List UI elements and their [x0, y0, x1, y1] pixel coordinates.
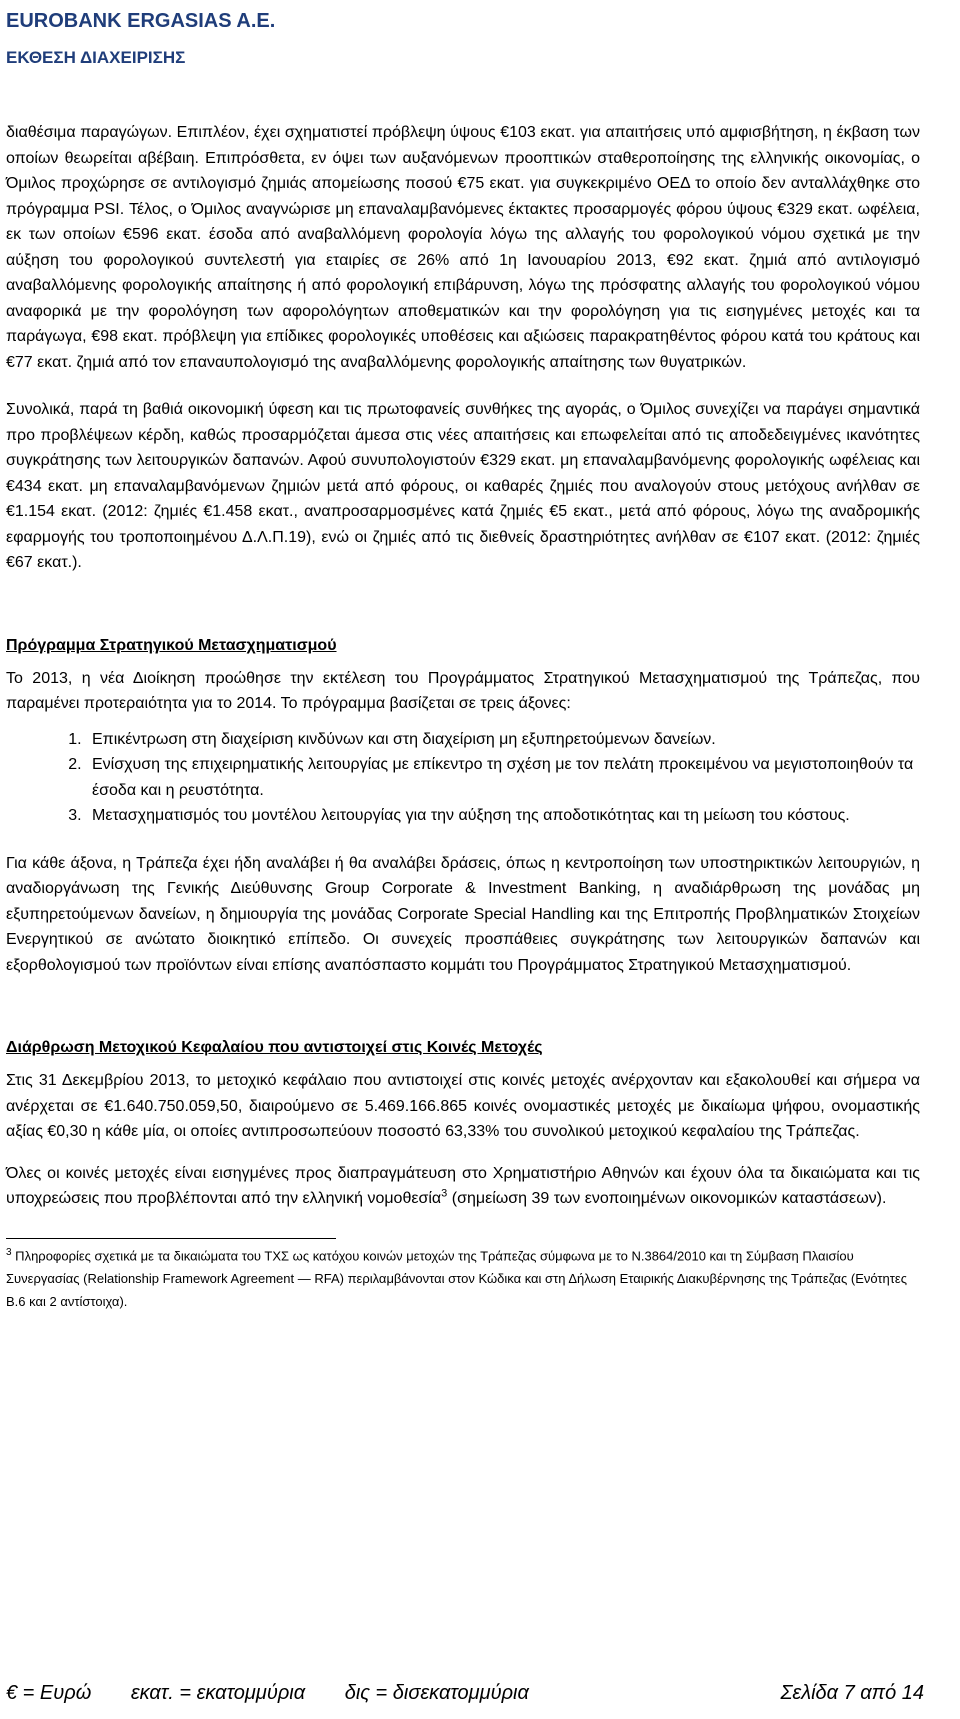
footnote-separator	[6, 1238, 336, 1239]
paragraph-group-results: Συνολικά, παρά τη βαθιά οικονομική ύφεση και τις πρωτοφανείς συνθήκες της αγοράς, ο Όμιλος συνεχίζει να παράγει σημαντικά προ προβλέψεων κέρδη, καθώς προσαρμόζεται άμεσα στις νέες απαιτήσεις και επωφελείται από τις αποδεδειγμένες ικανότητες συγκράτησης των λειτουργικών δαπανών. Αφού συνυπολογιστούν €329 εκατ. μη επαναλαμβανόμενης φορολογικής ωφέλειας και €434 εκατ. μη επαναλαμβανόμενων ζημιών μετά από φόρους, οι καθαρές ζημιές που αναλογούν στους μετόχους ανήλθαν σε €1.154 εκατ. (2012: ζημιές €1.458 εκατ., αναπροσαρμοσμένες κατά ζημιές €5 εκατ., μετά από φόρους, λόγω της αναδρομικής εφαρμογής του τροποποιημένου Δ.Λ.Π.19), ενώ οι ζημιές από τις διεθνείς δραστηριότητες ανήλθαν σε €107 εκατ. (2012: ζημιές €67 εκατ.).	[6, 401, 920, 571]
legend-euro: € = Ευρώ	[6, 1682, 92, 1704]
footnote-text: Πληροφορίες σχετικά με τα δικαιώματα του ΤΧΣ ως κατόχου κοινών μετοχών της Τράπεζας σύμφωνα με το Ν.3864/2010 και τη Σύμβαση Πλαισίου Συνεργασίας (Relationship Framework Agreement — RFA) περιλαμβάνονται στον Κώδικα και στη Δήλωση Εταιρικής Διακυβέρνησης της Τράπεζας (Ενότητες Β.6 και 2 αντίστοιχα).	[6, 1247, 907, 1309]
section-title-share-capital: Διάρθρωση Μετοχικού Κεφαλαίου που αντιστοιχεί στις Κοινές Μετοχές	[6, 1039, 543, 1056]
paragraph-share-capital: Στις 31 Δεκεμβρίου 2013, το μετοχικό κεφάλαιο που αντιστοιχεί στις κοινές μετοχές ανέρχονταν και εξακολουθεί και σήμερα να ανέρχεται σε €1.640.750.059,50, διαιρούμενο σε 5.469.166.865 κοινές ονομαστικές μετοχές με δικαίωμα ψήφου, ονομαστικής αξίας €0,30 η κάθε μία, οι οποίες αντιπροσωπεύουν ποσοστό 63,33% του συνολικού μετοχικού κεφαλαίου της Τράπεζας.	[6, 1072, 920, 1140]
list-item: 2. Ενίσχυση της επιχειρηματικής λειτουργίας με επίκεντρο τη σχέση με τον πελάτη προκειμένου να μεγιστοποιηθούν τα έσοδα και η ρευστότητα.	[86, 752, 920, 803]
page-footer	[6, 1680, 924, 1706]
paragraph-listed-shares	[6, 1161, 920, 1212]
page-number: Σελίδα 7 από 14	[780, 1682, 924, 1704]
transformation-axes-list	[6, 727, 920, 829]
list-item: 1. Επικέντρωση στη διαχείριση κινδύνων και στη διαχείριση μη εξυπηρετούμενων δανείων.	[86, 727, 920, 753]
legend-million: εκατ. = εκατομμύρια	[130, 1682, 306, 1704]
listed-shares-text-cont: (σημείωση 39 των ενοποιημένων οικονομικών καταστάσεων).	[447, 1190, 887, 1207]
list-item: 3. Μετασχηματισμός του μοντέλου λειτουργίας για την αύξηση της αποδοτικότητας και τη μείωση του κόστους.	[86, 803, 920, 829]
company-header: EUROBANK ERGASIAS A.E.	[6, 10, 276, 32]
footnote-number: 3	[6, 1246, 12, 1258]
footer-legend	[6, 1680, 563, 1706]
listed-shares-text: Όλες οι κοινές μετοχές είναι εισηγμένες προς διαπραγμάτευση στο Χρηματιστήριο Αθηνών και έχουν όλα τα δικαιώματα και τις υποχρεώσεις που προβλέπονται από την ελληνική νομοθεσία	[6, 1164, 920, 1207]
paragraph-transformation-intro: Το 2013, η νέα Διοίκηση προώθησε την εκτέλεση του Προγράμματος Στρατηγικού Μετασχηματισμού της Τράπεζας, που παραμένει προτεραιότητα για το 2014. Το πρόγραμμα βασίζεται σε τρεις άξονες:	[6, 669, 920, 712]
section-title-transformation: Πρόγραμμα Στρατηγικού Μετασχηματισμού	[6, 636, 337, 654]
legend-billion: δις = δισεκατομμύρια	[344, 1682, 529, 1704]
paragraph-impairments: διαθέσιμα παραγώγων. Επιπλέον, έχει σχηματιστεί πρόβλεψη ύψους €103 εκατ. για απαιτήσεις υπό αμφισβήτηση, η έκβαση των οποίων θεωρείται αβέβαιη. Επιπρόσθετα, εν όψει των αυξανόμενων προοπτικών σταθεροποίησης της ελληνικής οικονομίας, ο Όμιλος προχώρησε σε αντιλογισμό ζημιάς απομείωσης ποσού €75 εκατ. για συγκεκριμένο ΟΕΔ το οποίο δεν ανταλλάχθηκε στο πρόγραμμα PSI. Τέλος, ο Όμιλος αναγνώρισε μη επαναλαμβανόμενες έκτακτες προσαρμογές φόρου ύψους €329 εκατ. ωφέλεια, εκ των οποίων €596 εκατ. έσοδα από αναβαλλόμενη φορολογία λόγω της αλλαγής του φορολογικού νόμου σχετικά με την αύξηση του φορολογικού συντελεστή για εταιρίες σε 26% από 1η Ιανουαρίου 2013, €92 εκατ. ζημιά από αντιλογισμό αναβαλλόμενης φορολογικής απαίτησης ή από φορολογική επιβάρυνση, λόγω της πρόσφατης αλλαγής του φορολογικού νόμου αναφορικά με την φορολόγηση των αφορολόγητων αποθεματικών και την φορολόγηση για τις εισηγμένες μετοχές και τα παράγωγα, €98 εκατ. πρόβλεψη για επίδικες φορολογικές υποθέσεις και αξιώσεις παρακρατηθέντος φόρου κατά του κράτους και €77 εκατ. ζημιά από τον επαναυπολογισμό της αναβαλλόμενης φορολογικής απαίτησης των θυγατρικών.	[6, 124, 920, 371]
report-title: ΕΚΘΕΣΗ ΔΙΑΧΕΙΡΙΣΗΣ	[6, 48, 186, 67]
footnote	[6, 1241, 920, 1313]
footnote-reference[interactable]: 3	[441, 1187, 448, 1200]
paragraph-transformation-actions: Για κάθε άξονα, η Τράπεζα έχει ήδη αναλάβει ή θα αναλάβει δράσεις, όπως η κεντροποίηση των υποστηρικτικών λειτουργιών, η αναδιοργάνωση της Γενικής Διεύθυνσης Group Corporate & Investment Banking, η αναδιάρθρωση της μονάδας μη εξυπηρετούμενων δανείων, η δημιουργία της μονάδας Corporate Special Handling και της Επιτροπής Προβληματικών Στοιχείων Ενεργητικού σε ανώτατο διοικητικό επίπεδο. Οι συνεχείς προσπάθειες συγκράτησης των λειτουργικών δαπανών και εξορθολογισμού των προϊόντων είναι επίσης αναπόσπαστο κομμάτι του Προγράμματος Στρατηγικού Μετασχηματισμού.	[6, 854, 920, 974]
